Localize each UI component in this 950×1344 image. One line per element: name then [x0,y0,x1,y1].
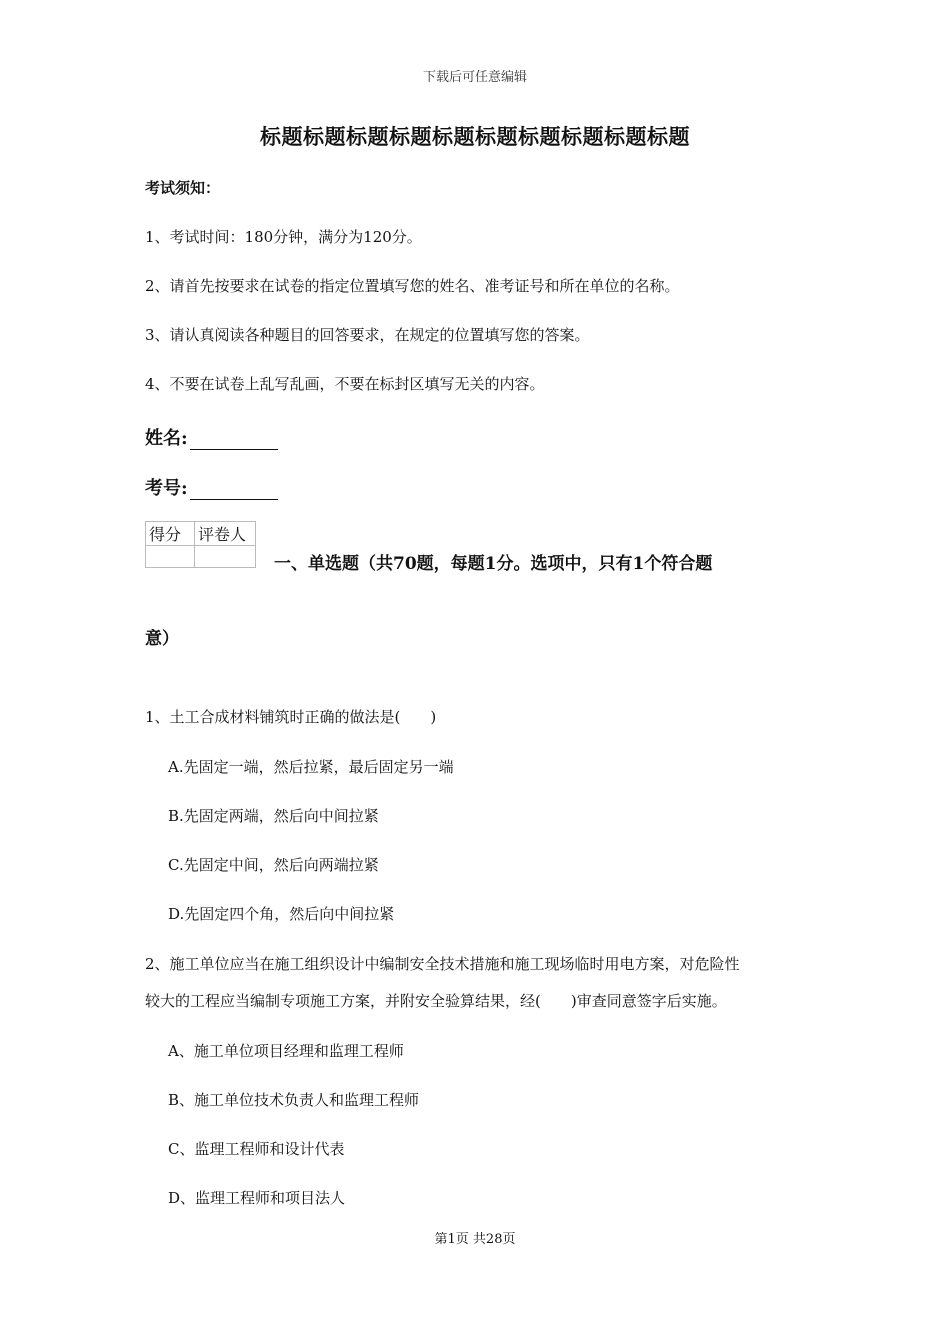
notice-item-3: 3、请认真阅读各种题目的回答要求，在规定的位置填写您的答案。 [145,326,590,344]
question-2-option-b: B、施工单位技术负责人和监理工程师 [168,1091,420,1109]
notice-item-4: 4、不要在试卷上乱写乱画，不要在标封区填写无关的内容。 [145,375,545,393]
exam-number-blank[interactable] [190,481,278,500]
section-title: 一、单选题（共70题，每题1分。选项中，只有1个符合题 [274,554,713,574]
question-2-option-d: D、监理工程师和项目法人 [168,1189,346,1207]
grader-cell[interactable] [195,546,256,568]
notice-item-1: 1、考试时间：180分钟，满分为120分。 [145,228,422,246]
score-cell[interactable] [146,546,195,568]
grader-header: 评卷人 [195,522,256,546]
question-2-stem-line-1: 2、施工单位应当在施工组织设计中编制安全技术措施和施工现场临时用电方案，对危险性 [145,955,740,973]
header-note: 下载后可任意编辑 [422,70,527,85]
page-footer: 第1页 共28页 [434,1232,516,1247]
question-2-stem-line-2: 较大的工程应当编制专项施工方案，并附安全验算结果，经( )审查同意签字后实施。 [145,992,727,1010]
exam-number-field[interactable] [145,474,278,500]
question-1-stem: 1、土工合成材料铺筑时正确的做法是( ) [145,708,437,726]
question-2-option-c: C、监理工程师和设计代表 [168,1140,345,1158]
question-1-option-d: D.先固定四个角，然后向中间拉紧 [168,905,395,923]
score-table [145,521,256,568]
page-title: 标题标题标题标题标题标题标题标题标题标题 [260,124,690,149]
question-1-option-a: A.先固定一端，然后拉紧，最后固定另一端 [168,758,454,776]
exam-number-label: 考号: [145,478,188,499]
question-2-option-a: A、施工单位项目经理和监理工程师 [168,1042,404,1060]
name-label: 姓名: [145,428,188,449]
section-title-continued: 意） [145,629,179,649]
notice-item-2: 2、请首先按要求在试卷的指定位置填写您的姓名、准考证号和所在单位的名称。 [145,277,680,295]
question-1-option-b: B.先固定两端，然后向中间拉紧 [168,807,379,825]
name-blank[interactable] [190,431,278,450]
notice-heading: 考试须知： [145,179,221,197]
name-field[interactable] [145,424,278,450]
question-1-option-c: C.先固定中间，然后向两端拉紧 [168,856,379,874]
score-header: 得分 [146,522,195,546]
